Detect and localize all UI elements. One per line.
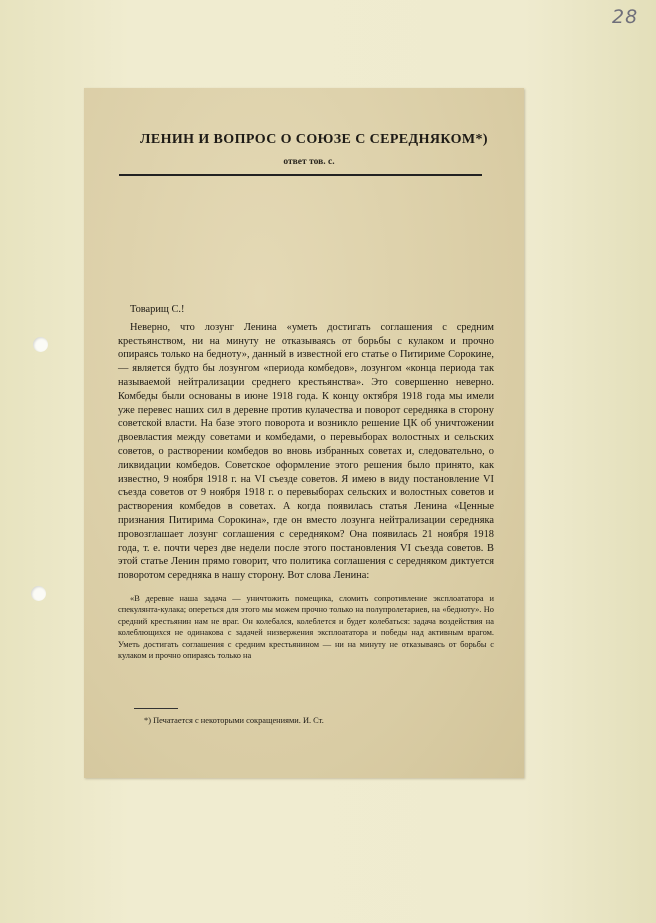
footnote: *) Печатается с некоторыми сокращениями. И. Ст. <box>144 716 324 725</box>
archive-page-number: 28 <box>612 6 639 28</box>
article-title: ЛЕНИН И ВОПРОС О СОЮЗЕ С СЕРЕДНЯКОМ*) <box>140 132 488 147</box>
footnote-rule <box>134 708 178 709</box>
salutation: Товарищ С.! <box>130 304 185 315</box>
lenin-quote: «В деревне наша задача — уничтожить помещика, сломить сопротивление эксплоататора и спекулянта-кулака; опереться для этого мы можем прочно только на полупролетариев, на «бедноту». Но средний крестьянин нам не враг. Он колебался, колеблется и будет колебаться: задача воздействия на колеблющихся не одинакова с задачей низвержения эксплоататора и победы над активным врагом. Уметь достигать соглашения с средним крестьянином — ни на минуту не отказываясь от борьбы с кулаком и прочно опираясь только на <box>118 593 494 660</box>
title-rule <box>119 174 482 176</box>
binder-hole <box>33 337 48 352</box>
newspaper-clipping <box>84 88 524 778</box>
article-byline: ответ тов. с. <box>283 157 335 167</box>
binder-hole <box>31 586 46 601</box>
article-paragraph: Неверно, что лозунг Ленина «уметь достигать соглашения с средним крестьянством, ни на минуту не отказываясь от борьбы с кулаком и прочно опираясь только на бедноту», данный в известной его статье о Питириме Сорокине, — является будто бы лозунгом «периода комбедов», лозунгом «конца периода так называемой нейтрализации среднего крестьянства». Это совершенно неверно. Комбеды были основаны в июне 1918 года. К концу октября 1918 года мы имели уже перевес наших сил в деревне против кулачества и поворот середняка в сторону советской власти. На базе этого поворота и возникло решение ЦК об уничтожении двоевластия между советами и комбедами, о перевыборах волостных и сельских советов, о растворении комбедов во вновь избранных советах и, следовательно, о ликвидации комбедов. Советское оформление этого решения было принято, как известно, 9 ноября 1918 г. на VI съезде советов. Я имею в виду постановление VI съезда советов от 9 ноября 1918 г. о перевыборах сельских и волостных советов и растворения комбедов в советах. А когда появилась статья Ленина «Ценные признания Питирима Сорокина», где он вместо лозунга нейтрализации середняка провозглашает лозунг соглашения с середняком? Она появилась 21 ноября 1918 года, т. е. почти через две недели после этого постановления VI съезда советов. В этой статье Ленин прямо говорит, что политика соглашения с середняком диктуется поворотом середняка в нашу сторону. Вот слова Ленина: <box>118 321 494 582</box>
article-body <box>118 303 494 661</box>
